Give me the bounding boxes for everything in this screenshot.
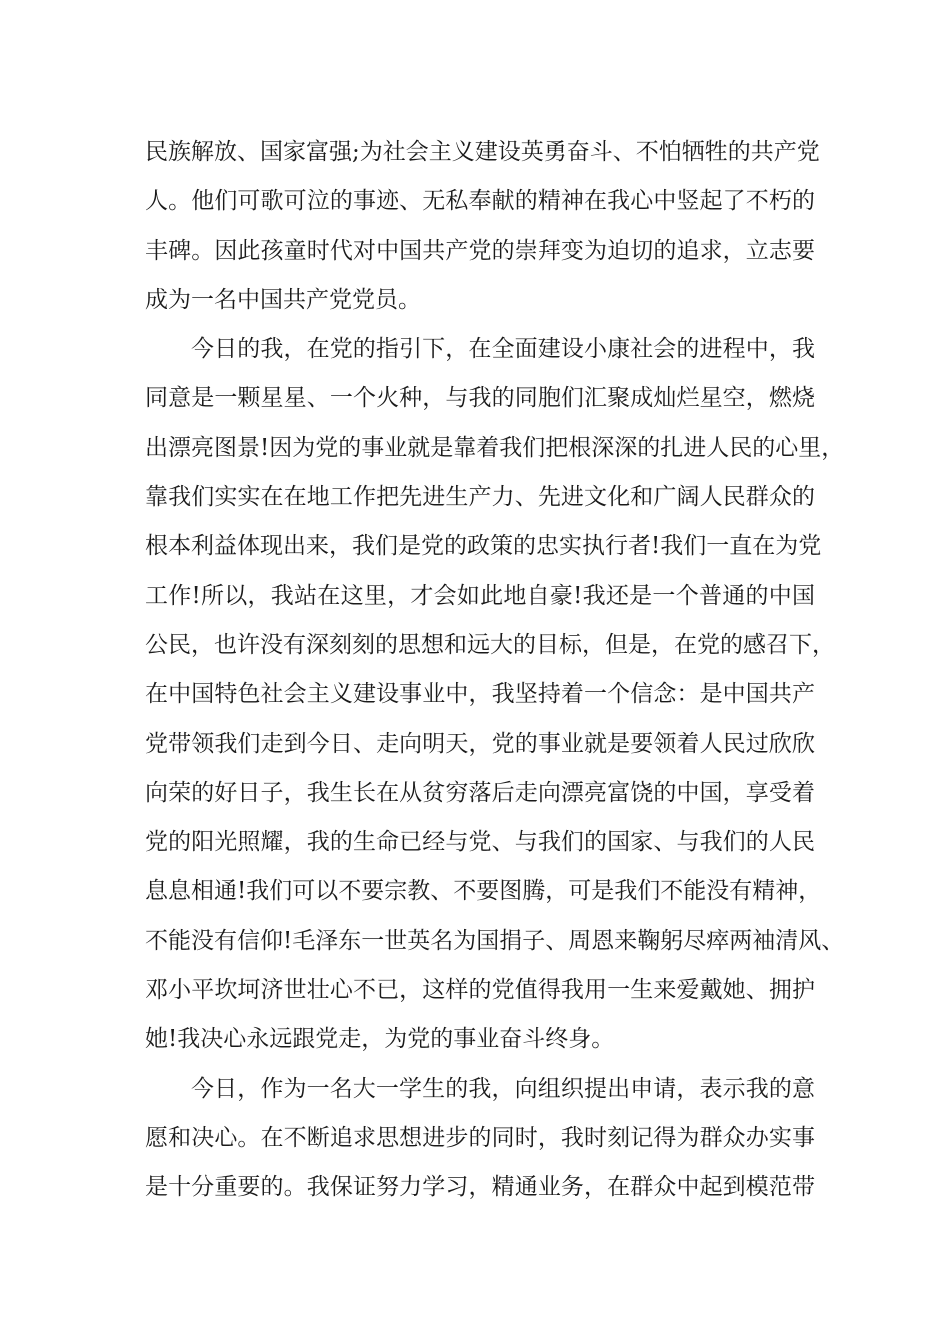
paragraph-2 [145, 325, 845, 1064]
text-line: 今日，作为一名大一学生的我，向组织提出申请，表示我的意 [191, 1075, 815, 1102]
text-line: 民族解放、国家富强;为社会主义建设英勇奋斗、不怕牺牲的共产党 [145, 139, 820, 165]
text-line: 党带领我们走到今日、走向明天，党的事业就是要领着人民过欣欣 [145, 730, 815, 757]
text-line: 同意是一颗星星、一个火种，与我的同胞们汇聚成灿烂星空，燃烧 [145, 385, 815, 412]
text-line: 是十分重要的。我保证努力学习，精通业务，在群众中起到模范带 [145, 1174, 815, 1201]
paragraph-1 [145, 128, 820, 325]
text-line: 人。他们可歌可泣的事迹、无私奉献的精神在我心中竖起了不朽的 [145, 188, 815, 215]
text-line: 丰碑。因此孩童时代对中国共产党的崇拜变为迫切的追求，立志要 [145, 237, 815, 264]
text-line: 向荣的好日子，我生长在从贫穷落后走向漂亮富饶的中国，享受着 [145, 779, 815, 806]
text-line: 出漂亮图景!因为党的事业就是靠着我们把根深深的扎进人民的心里， [145, 434, 845, 461]
text-line: 公民，也许没有深刻刻的思想和远大的目标，但是，在党的感召下， [145, 631, 835, 658]
text-line: 在中国特色社会主义建设事业中，我坚持着一个信念：是中国共产 [145, 681, 815, 708]
text-line: 邓小平坎坷济世壮心不已，这样的党值得我用一生来爱戴她、拥护 [145, 977, 815, 1004]
text-line: 愿和决心。在不断追求思想进步的同时，我时刻记得为群众办实事 [145, 1124, 815, 1151]
paragraph-3 [145, 1065, 815, 1213]
body-text [145, 128, 845, 1213]
text-line: 今日的我，在党的指引下，在全面建设小康社会的进程中，我 [191, 336, 815, 363]
text-line: 工作!所以，我站在这里，才会如此地自豪!我还是一个普通的中国 [145, 582, 815, 609]
text-line: 息息相通!我们可以不要宗教、不要图腾，可是我们不能没有精神， [145, 878, 822, 905]
text-line: 不能没有信仰!毛泽东一世英名为国捐子、周恩来鞠躬尽瘁两袖清风、 [145, 927, 845, 954]
text-line: 靠我们实实在在地工作把先进生产力、先进文化和广阔人民群众的 [145, 484, 815, 511]
text-line: 成为一名中国共产党党员。 [145, 286, 421, 313]
text-line: 她!我决心永远跟党走，为党的事业奋斗终身。 [145, 1026, 615, 1053]
text-line: 党的阳光照耀，我的生命已经与党、与我们的国家、与我们的人民 [145, 829, 815, 856]
text-line: 根本利益体现出来，我们是党的政策的忠实执行者!我们一直在为党 [145, 533, 822, 560]
